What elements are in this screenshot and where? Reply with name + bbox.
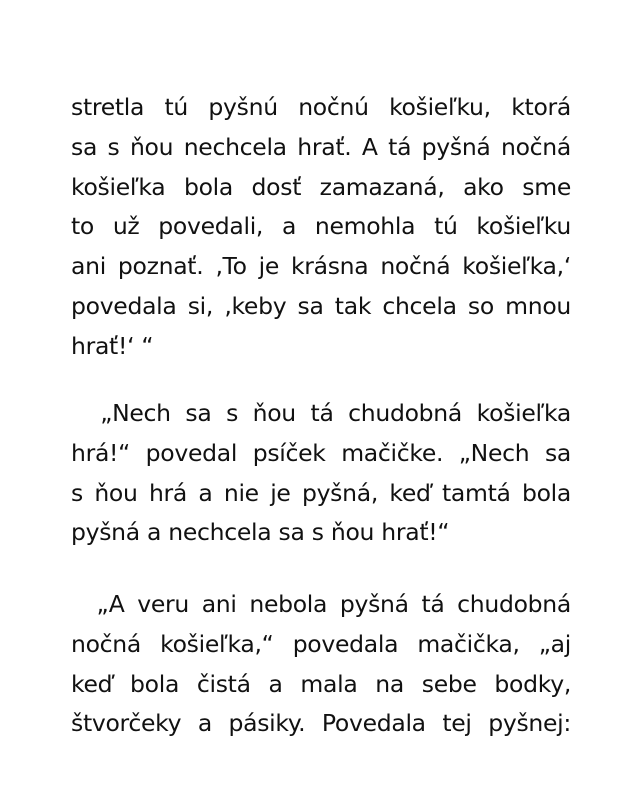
paragraph-3 [71, 585, 571, 744]
text-line: povedala si, ‚keby sa tak chcela so mnou [71, 291, 571, 320]
text-line: stretla tú pyšnú nočnú košieľku, ktorá [71, 93, 571, 121]
text-line: hrať!‘ “ [71, 331, 154, 360]
text-line: „Nech sa s ňou tá chudobná košieľka [71, 399, 571, 427]
text-line: nočná košieľka,“ povedala mačička, „aj [71, 629, 571, 658]
paragraph-2 [71, 394, 571, 553]
text-line: štvorčeky a pásiky. Povedala tej pyšnej: [71, 709, 571, 738]
text-line: ani poznať. ‚To je krásna nočná košieľka,‘ [71, 252, 571, 281]
paragraph-1 [71, 88, 571, 367]
text-line: sa s ňou nechcela hrať. A tá pyšná nočná [71, 132, 571, 161]
text-line: hrá!“ povedal psíček mačičke. „Nech sa [71, 438, 571, 467]
text-line: pyšná a nechcela sa s ňou hrať!“ [71, 518, 450, 547]
text-line: „A veru ani nebola pyšná tá chudobná [71, 590, 571, 618]
text-line: keď bola čistá a mala na sebe bodky, [71, 669, 571, 698]
text-line: to už povedali, a nemohla tú košieľku [71, 212, 571, 241]
text-line: košieľka bola dosť zamazaná, ako sme [71, 172, 571, 201]
text-line: s ňou hrá a nie je pyšná, keď tamtá bola [71, 478, 571, 507]
